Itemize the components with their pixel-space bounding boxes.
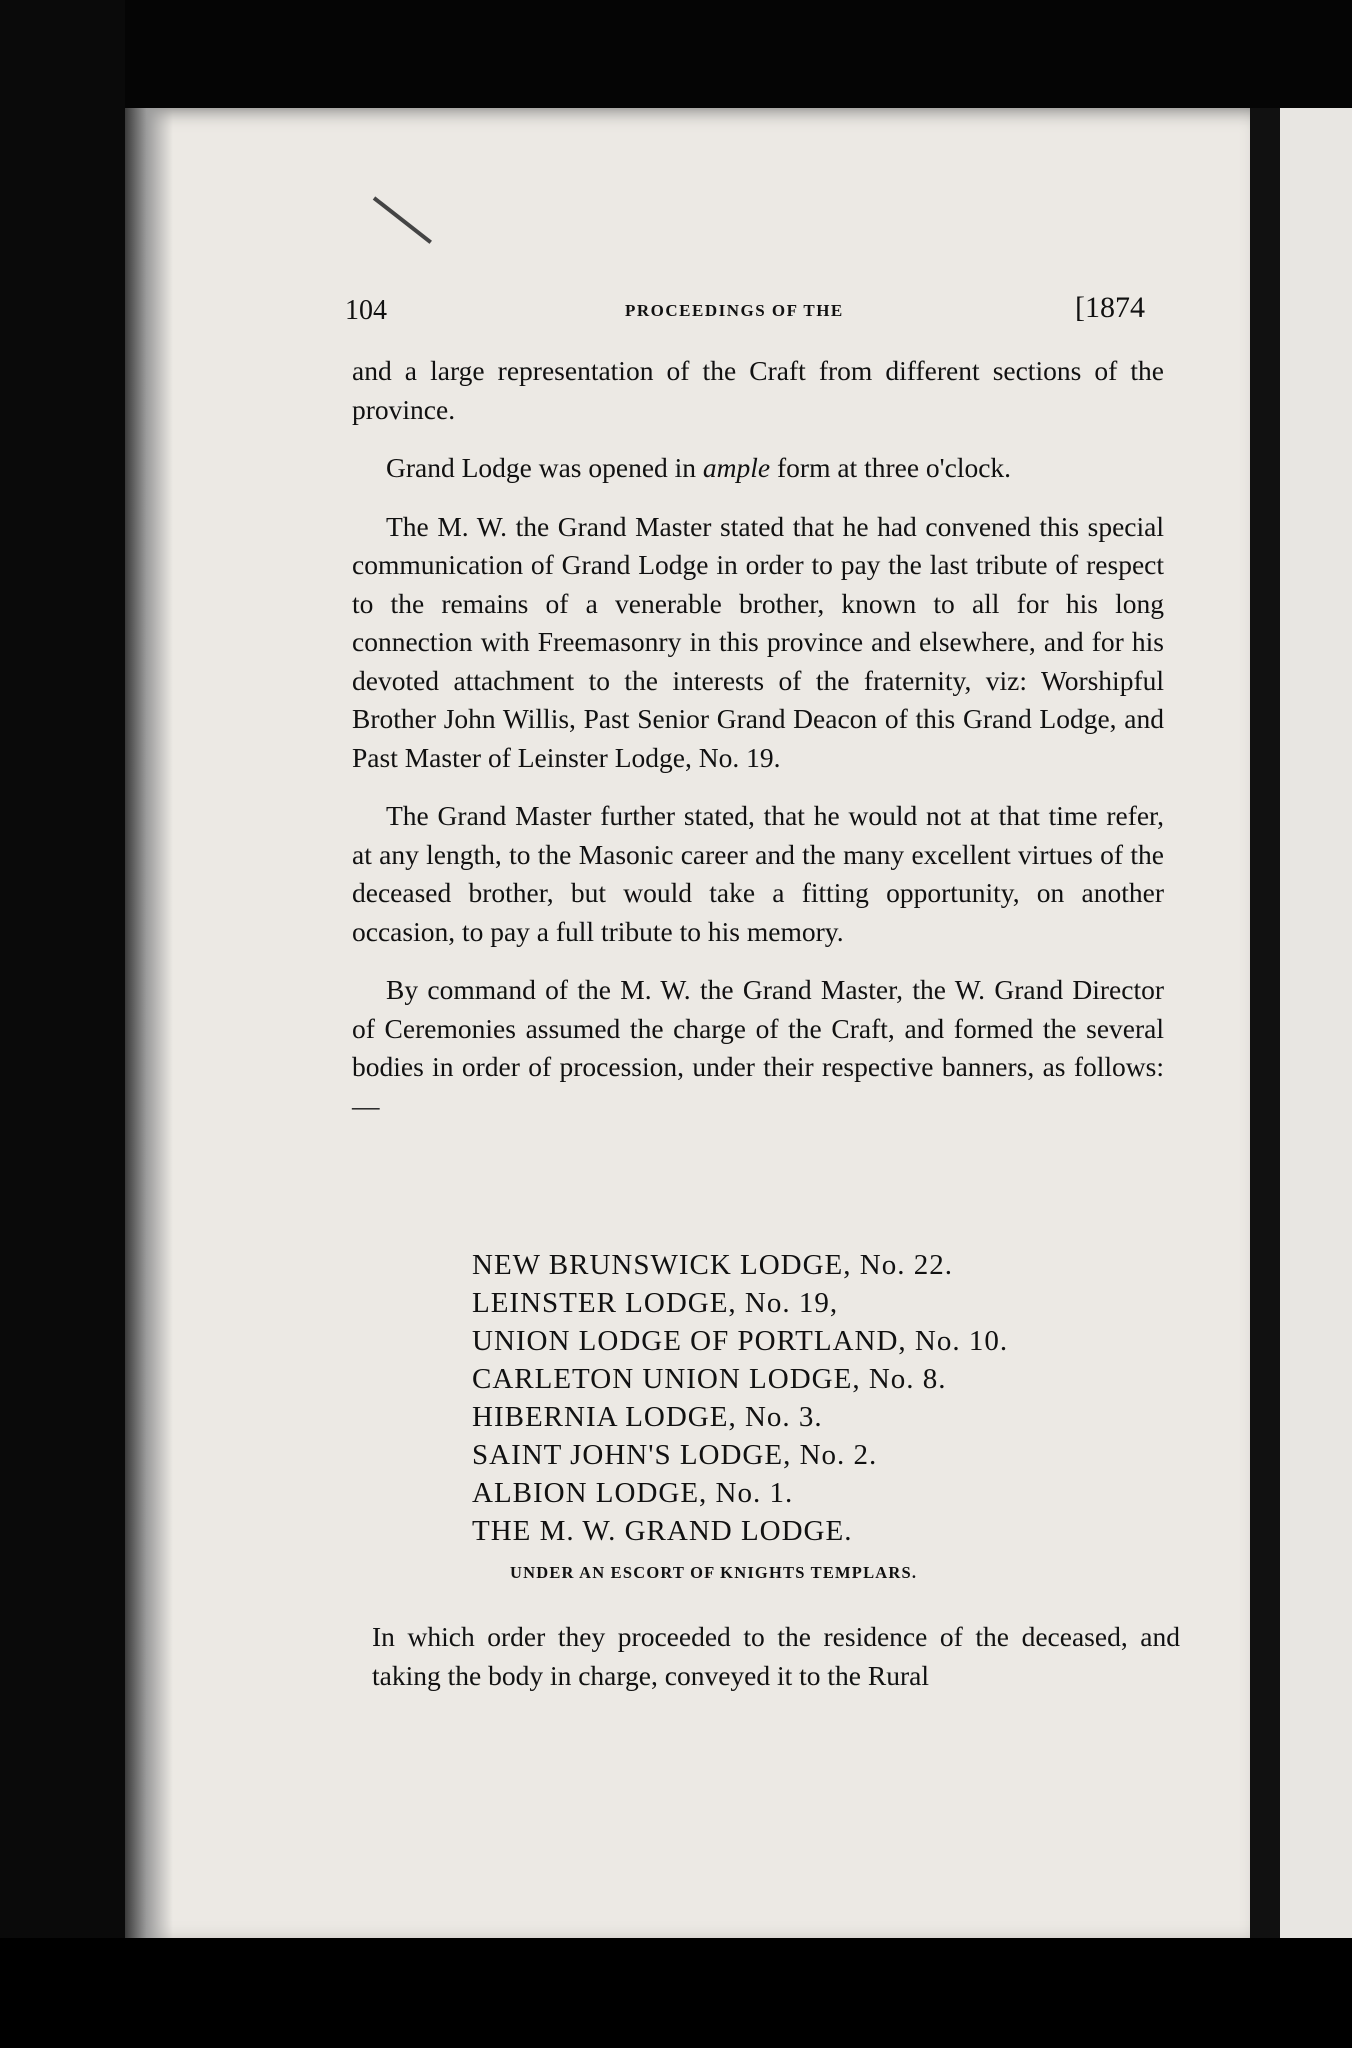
paragraph-opening: [352, 449, 1164, 488]
page-fold-gap: [1250, 108, 1280, 1938]
paragraph-grand-master-statement: The M. W. the Grand Master stated that he had convened this special communication of Grand Lodge in order to pay the last tribute of respect to the remains of a venerable brother, known to all for his long connection with Freemasonry in this province and elsewhere, and for his devoted attachment to the interests of the fraternity, viz: Worshipful Brother John Willis, Past Senior Grand Deacon of this Grand Lodge, and Past Master of Leinster Lodge, No. 19.: [352, 510, 1164, 773]
escort-note: UNDER AN ESCORT OF KNIGHTS TEMPLARS.: [510, 1563, 918, 1582]
lodge-item: SAINT JOHN'S LODGE, No. 2.: [472, 1439, 878, 1471]
page-number: 104: [345, 295, 387, 326]
lodge-item: LEINSTER LODGE, No. 19,: [472, 1287, 839, 1319]
scan-top-border: [0, 0, 1352, 110]
paragraph-opening-italic: ample: [702, 452, 771, 483]
closing-text: [372, 1618, 1180, 1695]
lodge-item: CARLETON UNION LODGE, No. 8.: [472, 1363, 947, 1395]
scan-left-border: [0, 0, 125, 2048]
paragraph-opening-before: Grand Lodge was opened in: [386, 452, 703, 483]
lodge-item: HIBERNIA LODGE, No. 3.: [472, 1401, 823, 1433]
scan-bottom-border: [0, 1938, 1352, 2048]
paragraph-procession: By command of the M. W. the Grand Master, the W. Grand Director of Ceremonies assumed the charge of the Craft, and formed the several bodies in order of procession, under their respective banners, as follows:—: [352, 974, 1164, 1121]
paragraph-opening-after: form at three o'clock.: [770, 452, 1012, 483]
body-text: [352, 352, 1164, 1125]
facing-page-edge: [1280, 108, 1352, 1938]
running-title: PROCEEDINGS OF THE: [625, 301, 844, 320]
lodge-item: ALBION LODGE, No. 1.: [472, 1477, 794, 1509]
lodge-item: NEW BRUNSWICK LODGE, No. 22.: [472, 1249, 953, 1281]
lodge-list: [472, 1246, 1092, 1550]
paragraph-further-statement: The Grand Master further stated, that he would not at that time refer, at any length, to the Masonic career and the many excellent virtues of the deceased brother, but would take a fitting opportunity, on another occasion, to pay a full tribute to his memory.: [352, 800, 1164, 947]
running-head: [345, 291, 1145, 335]
paragraph-closing: In which order they proceeded to the residence of the deceased, and taking the body in charge, conveyed it to the Rural: [372, 1621, 1180, 1691]
year-mark: [1874: [1075, 291, 1145, 324]
lodge-item: THE M. W. GRAND LODGE.: [472, 1515, 853, 1547]
paragraph-continuation: and a large representation of the Craft from different sections of the province.: [352, 355, 1164, 425]
lodge-item: UNION LODGE OF PORTLAND, No. 10.: [472, 1325, 1009, 1357]
page-gutter-shadow: [125, 108, 173, 1938]
